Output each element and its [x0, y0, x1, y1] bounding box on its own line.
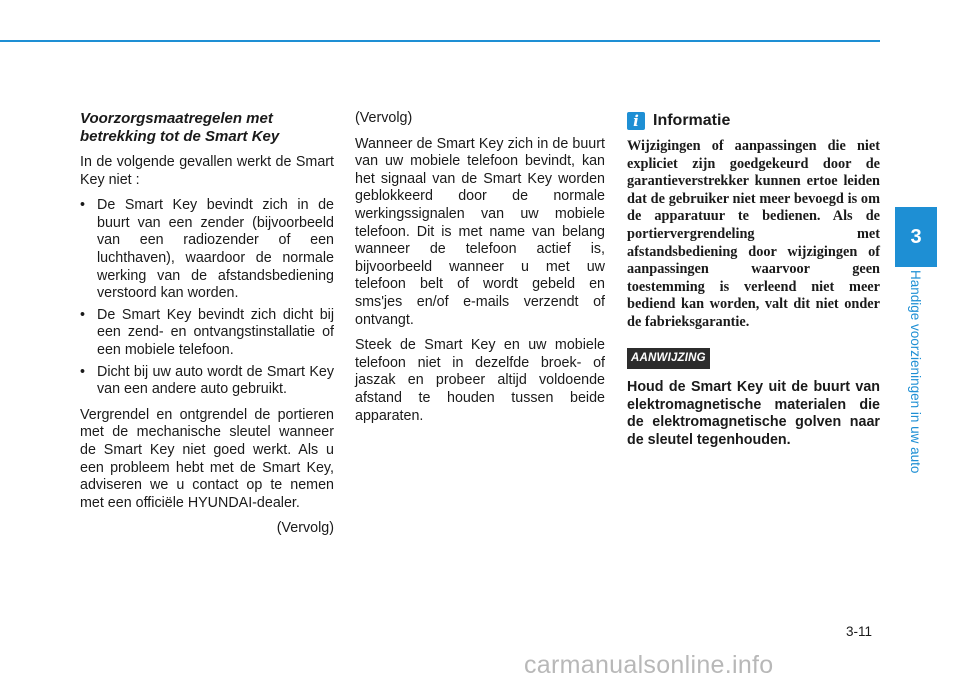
watermark: carmanualsonline.info — [524, 651, 774, 679]
body-paragraph: Vergrendel en ontgrendel de portieren met de mechanische sleutel wanneer de Smart Key niet goed werkt. Als u een probleem hebt met de Smart Key, adviseren we u contact op te nemen met een officiële HYUNDAI-dealer. — [80, 406, 334, 511]
intro-text: In de volgende gevallen werkt de Smart Key niet : — [80, 154, 334, 188]
info-body: Wijzigingen of aanpassingen die niet expliciet zijn goedgekeurd door de garantieverstrekker kunnen ertoe leiden dat de gebruiker niet meer bevoegd is om de apparatuur te bedienen. Als de portiervergrendeling met afstandsbediening door wijzigingen of aanpassingen waarvoor geen toestemming is verleend niet meer bediend kan worden, valt dit niet onder de fabrieksgarantie. — [627, 138, 880, 330]
bullet-list — [80, 197, 334, 399]
continued-label: (Vervolg) — [276, 520, 334, 537]
chapter-tab: 3 — [895, 207, 937, 267]
info-title: Informatie — [653, 112, 731, 130]
continued-label: (Vervolg) — [355, 110, 413, 126]
bullet-icon: • — [80, 363, 86, 380]
list-item — [80, 197, 334, 303]
column-right — [627, 110, 880, 458]
section-heading: Voorzorgsmaatregelen met betrekking tot de Smart Key — [80, 110, 280, 145]
page-number: 3-11 — [846, 624, 873, 639]
info-header — [627, 112, 880, 130]
bullet-text: Dicht bij uw auto wordt de Smart Key van een andere auto gebruikt. — [97, 363, 334, 398]
column-left — [80, 110, 334, 546]
notice-badge: AANWIJZING — [627, 348, 710, 370]
body-paragraph: Steek de Smart Key en uw mobiele telefoon niet in dezelfde broek- of jaszak en probeer altijd voldoende afstand te houden tussen beide apparaten. — [355, 337, 605, 424]
notice-text: Houd de Smart Key uit de buurt van elektromagnetische materialen die de elektromagnetische golven naar de sleutel tegenhouden. — [627, 379, 880, 448]
list-item — [80, 307, 334, 360]
bullet-text: De Smart Key bevindt zich dicht bij een zend- en ontvangstinstallatie of een mobiele telefoon. — [97, 306, 334, 358]
list-item — [80, 364, 334, 399]
top-rule — [0, 40, 880, 42]
column-middle — [355, 110, 605, 433]
bullet-icon: • — [80, 197, 86, 214]
body-paragraph: Wanneer de Smart Key zich in de buurt van uw mobiele telefoon bevindt, kan het signaal van de Smart Key worden geblokkeerd door de normale werkingssignalen van uw mobiele telefoon. Dit is met name van belang wanneer de telefoon actief is, bijvoorbeeld wanneer u met uw telefoon belt of wordt gebeld en sms'jes en/of e-mails verzendt of ontvangt. — [355, 135, 605, 328]
bullet-icon: • — [80, 306, 86, 323]
info-icon: i — [627, 112, 645, 130]
chapter-title: Handige voorzieningen in uw auto — [908, 270, 923, 474]
bullet-text: De Smart Key bevindt zich in de buurt van een zender (bijvoorbeeld van een radiozender of een luchthaven), waardoor de normale werking van de afstandsbediening verstoord kan worden. — [97, 197, 334, 302]
